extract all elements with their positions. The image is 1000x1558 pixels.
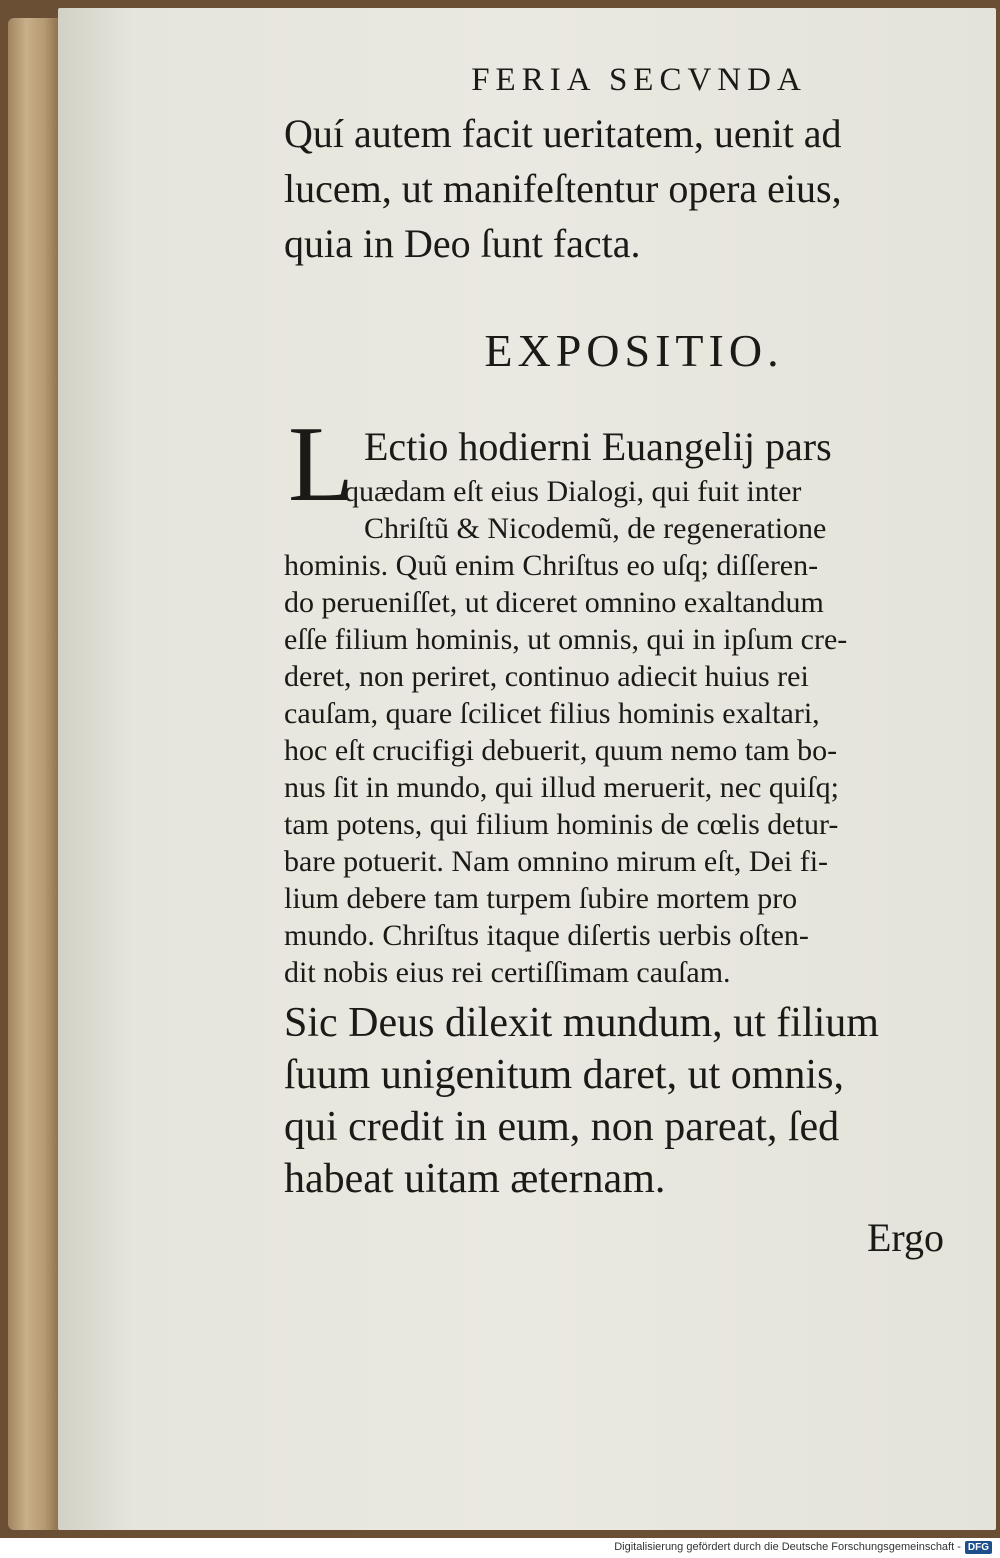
text-line: do perueniſſet, ut diceret omnino exaltandum (284, 586, 824, 619)
verse-line: habeat uitam æternam. (284, 1156, 666, 1202)
text-line: mundo. Chriſtus itaque diſertis uerbis oſten- (284, 919, 809, 952)
verse-line: ſuum unigenitum daret, ut omnis, (284, 1052, 844, 1098)
text-line: nus ſit in mundo, qui illud meruerit, nec quiſq; (284, 771, 839, 804)
text-line: bare potuerit. Nam omnino mirum eſt, Dei fi- (284, 845, 829, 878)
verse-line: quia in Deo ſunt facta. (284, 221, 641, 266)
text-line: hoc eſt crucifigi debuerit, quum nemo tam bo- (284, 734, 838, 767)
footer-credit (614, 1538, 992, 1556)
verse-line: Sic Deus dilexit mundum, ut filium (284, 1000, 879, 1046)
dfg-logo: DFG (965, 1541, 992, 1554)
section-title: EXPOSITIO. (484, 325, 784, 376)
text-line: quædam eſt eius Dialogi, qui fuit inter (344, 475, 802, 508)
text-line: tam potens, qui filium hominis de cœlis detur- (284, 808, 839, 841)
exposition (284, 405, 964, 991)
running-head: FERIA SECVNDA (471, 62, 807, 98)
page-text (284, 60, 964, 1263)
verse-line: Quí autem facit ueritatem, uenit ad (284, 111, 842, 156)
text-line: dit nobis eius rei certiſſimam cauſam. (284, 956, 731, 989)
text-line: deret, non periret, continuo adiecit huius rei (284, 660, 809, 693)
dropcap: L (288, 405, 354, 524)
footer-text: Digitalisierung gefördert durch die Deutsche Forschungsgemeinschaft - (614, 1541, 961, 1553)
verse-line: lucem, ut manifeſtentur opera eius, (284, 166, 842, 211)
verse-line: qui credit in eum, non pareat, ſed (284, 1104, 840, 1150)
catchword: Ergo (866, 1215, 944, 1260)
text-line: cauſam, quare ſcilicet filius hominis exaltari, (284, 697, 820, 730)
exposition-body (284, 473, 964, 991)
exposition-first-line: Ectio hodierni Euangelij pars (364, 424, 832, 469)
text-line: eſſe filium hominis, ut omnis, qui in ipſum cre- (284, 623, 848, 656)
text-line: lium debere tam turpem ſubire mortem pro (284, 882, 798, 915)
book-binding (8, 18, 60, 1530)
opening-verse (284, 106, 964, 271)
verse-block (284, 997, 964, 1205)
text-line: hominis. Quũ enim Chriſtus eo uſq; diſſeren- (284, 549, 819, 582)
text-line: Chriſtũ & Nicodemũ, de regeneratione (364, 512, 827, 545)
